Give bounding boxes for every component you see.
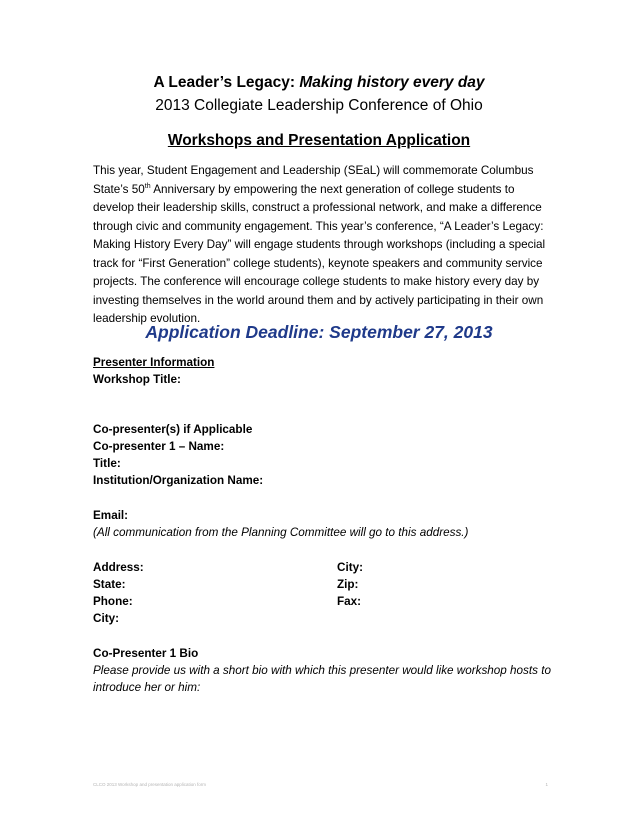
address-field[interactable]: Address:	[93, 561, 144, 574]
footer-text: CLCO 2013 Workshop and presentation application form	[93, 782, 206, 787]
title-prefix: A Leader’s Legacy:	[153, 74, 300, 91]
intro-line-part: State’s 50	[93, 182, 145, 196]
form-title: Workshops and Presentation Application	[167, 132, 471, 149]
fax-field[interactable]: Fax:	[337, 595, 362, 608]
state-row	[93, 576, 553, 593]
intro-line: develop their leadership skills, construct a professional network, and make a difference	[93, 201, 542, 214]
intro-line: This year, Student Engagement and Leadership (SEaL) will commemorate Columbus	[93, 164, 534, 177]
application-deadline: Application Deadline: September 27, 2013	[145, 322, 493, 342]
intro-line: Making History Every Day” will engage students through workshops (including a special	[93, 238, 546, 251]
phone-field[interactable]: Phone:	[93, 595, 133, 608]
intro-line: leadership evolution.	[93, 312, 201, 325]
presenter-info-heading: Presenter Information	[93, 356, 215, 369]
page-footer	[93, 782, 548, 787]
intro-line: investing themselves in the world around them and by actively participating in their own	[93, 293, 544, 307]
zip-field[interactable]: Zip:	[337, 578, 359, 591]
title-tagline: Making history every day	[299, 74, 485, 91]
spacer	[93, 541, 553, 559]
state-field[interactable]: State:	[93, 578, 126, 591]
bio-instructions-line: introduce her or him:	[93, 681, 201, 694]
page-number: 1	[545, 782, 548, 787]
intro-paragraph	[93, 162, 548, 329]
intro-line-part: Anniversary by empowering the next generation of college students to	[150, 182, 515, 196]
copresenter-name-field[interactable]: Co-presenter 1 – Name:	[93, 440, 225, 453]
application-form-fields	[93, 354, 553, 696]
spacer	[93, 627, 553, 645]
city-field[interactable]: City:	[93, 612, 119, 625]
workshop-title-field[interactable]: Workshop Title:	[93, 373, 181, 386]
intro-line: through civic and community engagement. This year’s conference, “A Leader’s Legacy:	[93, 219, 544, 233]
city-field-right[interactable]: City:	[337, 561, 363, 574]
document-title	[0, 73, 638, 92]
email-field[interactable]: Email:	[93, 509, 129, 522]
ordinal-superscript: th	[144, 182, 151, 190]
copresenter-heading: Co-presenter(s) if Applicable	[93, 423, 253, 436]
spacer	[93, 489, 553, 507]
institution-field[interactable]: Institution/Organization Name:	[93, 474, 264, 487]
conference-subtitle: 2013 Collegiate Leadership Conference of Ohio	[155, 97, 483, 114]
phone-row	[93, 593, 553, 610]
bio-instructions-line: Please provide us with a short bio with which this presenter would like workshop hosts to	[93, 664, 551, 677]
copresenter-title-field[interactable]: Title:	[93, 457, 121, 470]
address-row	[93, 559, 553, 576]
intro-line	[93, 181, 548, 200]
intro-line: projects. The conference will encourage college students to make history every day by	[93, 275, 540, 288]
bio-heading: Co-Presenter 1 Bio	[93, 647, 199, 660]
spacer	[93, 388, 553, 404]
spacer	[93, 404, 553, 421]
email-note: (All communication from the Planning Committee will go to this address.)	[93, 526, 469, 539]
intro-line: track for “First Generation” college students), keynote speakers and community service	[93, 256, 543, 270]
